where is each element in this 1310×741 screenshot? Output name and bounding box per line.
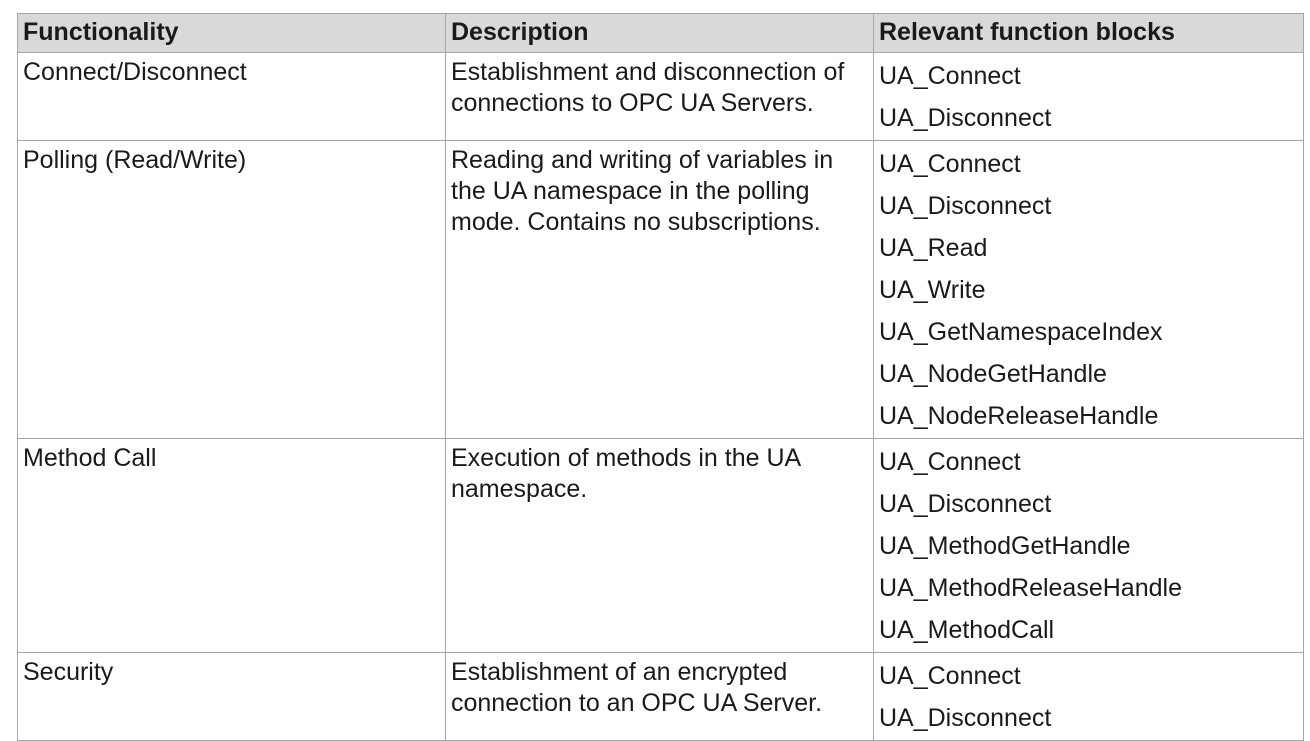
table-row xyxy=(18,53,1304,141)
function-block-item: UA_Disconnect xyxy=(879,192,1052,220)
function-block-item: UA_MethodGetHandle xyxy=(879,532,1131,560)
functionality-cell: Polling (Read/Write) xyxy=(18,141,446,439)
function-block-item: UA_Read xyxy=(879,234,988,262)
function-blocks-cell xyxy=(874,141,1304,439)
table-header xyxy=(18,14,1304,53)
function-block-item: UA_MethodCall xyxy=(879,616,1055,644)
function-blocks-cell xyxy=(874,53,1304,141)
functionality-cell: Connect/Disconnect xyxy=(18,53,446,141)
description-text: Execution of methods in the UA namespace. xyxy=(451,444,800,503)
header-functionality: Functionality xyxy=(18,14,446,53)
description-cell xyxy=(446,53,874,141)
function-block-item: UA_Disconnect xyxy=(879,104,1052,132)
table-row xyxy=(18,141,1304,439)
function-blocks-cell xyxy=(874,439,1304,653)
description-cell xyxy=(446,141,874,439)
function-block-item: UA_Disconnect xyxy=(879,704,1052,732)
function-blocks-table xyxy=(17,13,1304,741)
function-blocks-cell xyxy=(874,653,1304,741)
function-block-item: UA_Connect xyxy=(879,662,1021,690)
function-block-item: UA_NodeReleaseHandle xyxy=(879,402,1159,430)
description-text: Establishment of an encrypted connection to an OPC UA Server. xyxy=(451,658,823,717)
functionality-cell: Security xyxy=(18,653,446,741)
function-block-item: UA_Connect xyxy=(879,448,1021,476)
table-row xyxy=(18,653,1304,741)
function-block-item: UA_GetNamespaceIndex xyxy=(879,318,1163,346)
description-cell xyxy=(446,653,874,741)
function-block-item: UA_NodeGetHandle xyxy=(879,360,1107,388)
function-block-item: UA_Connect xyxy=(879,150,1021,178)
function-block-item: UA_Write xyxy=(879,276,986,304)
table-row xyxy=(18,439,1304,653)
functionality-cell: Method Call xyxy=(18,439,446,653)
header-relevant-function-blocks: Relevant function blocks xyxy=(874,14,1304,53)
description-cell xyxy=(446,439,874,653)
description-text: Reading and writing of variables in the UA namespace in the polling mode. Contains no subscriptions. xyxy=(451,146,834,236)
function-block-item: UA_Connect xyxy=(879,62,1021,90)
header-description: Description xyxy=(446,14,874,53)
function-block-item: UA_Disconnect xyxy=(879,490,1052,518)
function-block-item: UA_MethodReleaseHandle xyxy=(879,574,1182,602)
description-text: Establishment and disconnection of connections to OPC UA Servers. xyxy=(451,58,845,117)
header-row xyxy=(18,14,1304,53)
table-body xyxy=(18,53,1304,741)
